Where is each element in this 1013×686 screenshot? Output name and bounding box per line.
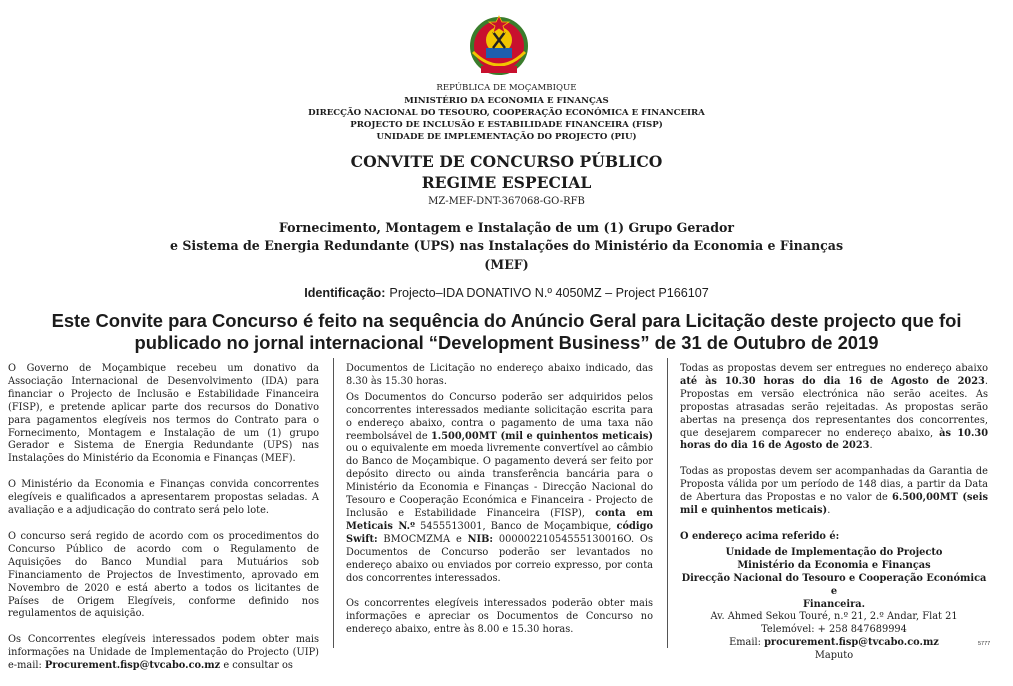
- subject-line-2: e Sistema de Energia Redundante (UPS) nas Instalações do Ministério da Economia e Finanças: [169, 238, 844, 253]
- swift-label: código Swift:: [346, 520, 653, 545]
- account-number: 5455513001, Banco de Moçambique,: [414, 520, 617, 532]
- reference-number: MZ-MEF-DNT-367068-GO-RFB: [428, 196, 585, 207]
- nib-label: NIB:: [467, 533, 494, 545]
- paragraph-funding: O Governo de Moçambique recebeu um donativo da Associação Internacional de Desenvolvimento (IDA) para financiar o Projecto de Inclusão e Estabilidade Financeira (FISP), e pretende aplicar parte dos recursos do Donativo para pagamentos elegíveis nos termos do Contrato para o Fornecimento, Montagem e Instalação de um (1) grupo Gerador e Sistema de Energia Redundante (UPS) nas Instalações do Ministério da Economia e Finanças (MEF).: [8, 363, 319, 465]
- address-line: Direcção Nacional do Tesouro e Cooperação Económica e: [681, 572, 987, 597]
- address-block: [680, 546, 991, 663]
- account-label: conta em Meticais N.º: [346, 507, 653, 532]
- header-country: REPÚBLICA DE MOÇAMBIQUE: [436, 83, 577, 93]
- address-intro: O endereço acima referido é:: [680, 530, 840, 542]
- paragraph-consult: Os concorrentes elegíveis interessados poderão obter mais informações e apreciar os Documentos de Concurso no endereço abaixo, entre às 8.00 e 15.30 horas.: [346, 598, 653, 636]
- address-street: Av. Ahmed Sekou Touré, n.º 21, 2.º Andar, Flat 21: [710, 611, 958, 623]
- deadline-text-2: . Propostas em versão electrónica não serão aceites. As propostas atrasadas serão rejeitadas. As propostas serão abertas na presença dos representantes dos concorrentes, que desejarem comparecer no endereço abaixo,: [680, 375, 988, 439]
- address-email-link[interactable]: procurement.fisp@tvcabo.co.mz: [764, 637, 939, 649]
- header-unit: UNIDADE DE IMPLEMENTAÇÃO DO PROJECTO (PIU): [376, 132, 637, 142]
- subject-line-3: (MEF): [484, 257, 529, 272]
- column-1: [8, 363, 319, 686]
- deadline-text: Todas as propostas devem ser entregues no endereço abaixo: [680, 363, 988, 374]
- swift-code: BMOCMZMA e: [377, 533, 468, 545]
- address-phone: Telemóvel: + 258 847689994: [761, 624, 907, 636]
- address-line: Unidade de Implementação do Projecto: [725, 546, 943, 558]
- subject-line-1: Fornecimento, Montagem e Instalação de um (1) Grupo Gerador: [278, 220, 735, 235]
- identification-label: Identificação:: [304, 286, 386, 300]
- address-email: [680, 637, 991, 650]
- identification: [0, 285, 1013, 300]
- submission-deadline: até às 10.30 horas do dia 16 de Agosto de 2023: [680, 375, 985, 387]
- contact-email-link[interactable]: Procurement.fisp@tvcabo.co.mz: [44, 660, 221, 672]
- paragraph-deadline: [680, 363, 988, 453]
- address-line: Ministério da Economia e Finanças: [737, 559, 931, 571]
- header-project: PROJECTO DE INCLUSÃO E ESTABILIDADE FINANCEIRA (FISP): [350, 120, 663, 130]
- notice-subtitle: REGIME ESPECIAL: [421, 173, 592, 192]
- email-label: Email:: [729, 637, 765, 649]
- contact-text-end: e consultar os: [220, 660, 293, 672]
- print-code: 5777: [978, 641, 991, 647]
- guarantee-end: .: [827, 505, 831, 517]
- paragraph-hours: Documentos de Licitação no endereço abaixo indicado, das 8.30 às 15.30 horas.: [346, 363, 653, 387]
- contact-text: Os Concorrentes elegíveis interessados podem obter mais informações na Unidade de Implementação do Projecto (UIP) e-mail:: [8, 634, 319, 672]
- address-line: Financeira.: [802, 598, 866, 610]
- column-divider: [333, 358, 334, 648]
- document-fee: 1.500,00MT (mil e quinhentos meticais): [430, 430, 653, 442]
- identification-value: Projecto–IDA DONATIVO N.º 4050MZ – Project P166107: [389, 286, 709, 300]
- headline-line-2: publicado no jornal internacional “Development Business” de 31 de Outubro de 2019: [134, 332, 879, 353]
- paragraph-invitation: O Ministério da Economia e Finanças convida concorrentes elegíveis e qualificados a apresentarem propostas seladas. A avaliação e a adjudicação do contrato será pelo lote.: [8, 479, 319, 517]
- address-city: Maputo: [814, 650, 854, 662]
- paragraph-guarantee: [680, 466, 988, 518]
- payment-text: Os Documentos do Concurso poderão ser adquiridos pelos concorrentes interessados mediante solicitação escrita para o endereço abaixo, contra o pagamento de uma taxa não reembolsável de: [346, 391, 653, 442]
- nib-and-collection: 00000221054555130016O. Os Documentos de Concurso poderão ser levantados no endereço abaixo ou enviados por correio expresso, por conta dos concorrentes interessados.: [346, 533, 653, 584]
- opening-time: às 10.30 horas do dia 16 de Agosto de 2023: [680, 427, 989, 452]
- guarantee-amount: 6.500,00MT (seis mil e quinhentos meticais): [680, 492, 989, 517]
- notice-title: CONVITE DE CONCURSO PÚBLICO: [350, 152, 663, 171]
- payment-text-2: ou o equivalente em moeda livremente convertível ao câmbio do Banco de Moçambique. O pagamento deverá ser feito por depósito directo ou ainda transferência bancária para o Ministério da Economia e Finanças - Direcção Nacional do Tesouro e Cooperação Económica e Financeira - Projecto de Inclusão e Estabilidade Financeira (FISP),: [346, 443, 653, 519]
- paragraph-payment: [346, 392, 653, 586]
- header-directorate: DIRECÇÃO NACIONAL DO TESOURO, COOPERAÇÃO ECONÓMICA E FINANCEIRA: [308, 108, 705, 118]
- column-3: [680, 363, 991, 663]
- paragraph-procedure: O concurso será regido de acordo com os procedimentos do Concurso Público de acordo com o Regulamento de Aquisições do Banco Mundial para Mutuários sob Financiamento de Projectos de Investimento, aprovado em Novembro de 2020 e está aberto a todos os licitantes de Países de Origem Elegíveis, conforme definido nos regulamentos de aquisição.: [8, 530, 319, 620]
- column-2: [346, 363, 653, 650]
- headline-line-1: Este Convite para Concurso é feito na sequência do Anúncio Geral para Licitação deste projecto que foi: [51, 310, 962, 331]
- guarantee-text: Todas as propostas devem ser acompanhadas da Garantia de Proposta válida por um período de 148 dias, a partir da Data de Abertura das Propostas e no valor de: [680, 466, 988, 504]
- national-emblem-icon: [467, 12, 531, 80]
- header-ministry: MINISTÉRIO DA ECONOMIA E FINANÇAS: [404, 96, 609, 106]
- column-divider: [667, 358, 668, 648]
- deadline-end: .: [869, 440, 873, 452]
